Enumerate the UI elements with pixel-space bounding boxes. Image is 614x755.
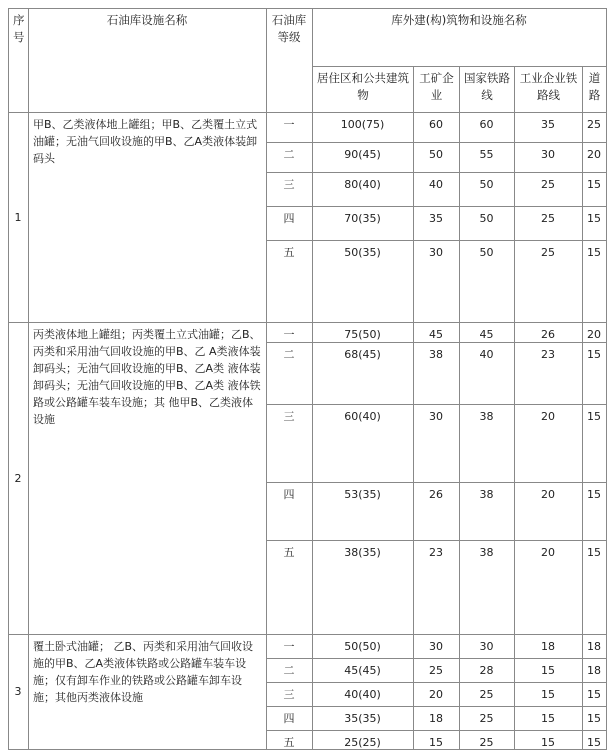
table-cell: 28 xyxy=(479,664,494,677)
table-cell: 20 xyxy=(541,488,555,501)
table-cell: 30 xyxy=(429,640,443,653)
table-cell: 25(25) xyxy=(344,736,381,749)
grid-line xyxy=(8,8,606,9)
group-seq: 1 xyxy=(14,210,22,224)
grade-label: 三 xyxy=(283,410,295,423)
table-cell: 40 xyxy=(479,348,494,361)
grade-label: 五 xyxy=(283,546,295,559)
grade-label: 四 xyxy=(283,488,295,501)
table-cell: 68(45) xyxy=(344,348,381,361)
table-cell: 25 xyxy=(541,212,555,225)
table-cell: 60 xyxy=(479,118,494,131)
grid-line xyxy=(8,112,606,113)
table-cell: 40 xyxy=(429,178,443,191)
grade-label: 四 xyxy=(283,712,295,725)
facility-header: 石油库设施名称 xyxy=(106,13,188,27)
table-cell: 50 xyxy=(479,178,494,191)
table-cell: 50(35) xyxy=(344,246,381,259)
group-seq: 3 xyxy=(14,685,22,698)
table-cell: 30 xyxy=(429,246,443,259)
table-cell: 15 xyxy=(587,688,601,701)
table-cell: 15 xyxy=(587,712,601,725)
grid-line xyxy=(266,682,606,683)
table-cell: 35(35) xyxy=(344,712,381,725)
column-header: 道路 xyxy=(588,71,601,102)
table-cell: 38 xyxy=(479,410,494,423)
table-cell: 20 xyxy=(587,148,601,161)
facility-description: 丙类液体地上罐组；丙类覆土立式油罐；乙B、丙类和采用油气回收设施的甲B、乙 A类液体装卸码头；无油气回收设施的甲B、乙A类 液体装卸码头；无油气回收设施的甲B、乙A类 液体铁路或公路罐车装车设施；其 他甲B、乙类液体设施 xyxy=(33,328,261,426)
table-cell: 15 xyxy=(587,488,601,501)
table-cell: 40(40) xyxy=(344,688,381,701)
grade-label: 三 xyxy=(283,178,295,191)
table-cell: 30 xyxy=(479,640,494,653)
table-cell: 23 xyxy=(429,546,443,559)
table-cell: 20 xyxy=(541,410,555,423)
grid-line xyxy=(266,172,606,173)
table-cell: 25 xyxy=(479,688,494,701)
table-cell: 20 xyxy=(587,328,601,341)
table-cell: 25 xyxy=(541,246,555,259)
table-cell: 15 xyxy=(587,410,601,423)
table-cell: 80(40) xyxy=(344,178,381,191)
table-cell: 25 xyxy=(541,178,555,191)
table-cell: 50 xyxy=(479,212,494,225)
column-header: 工业企业铁路线 xyxy=(519,71,578,102)
table-cell: 35 xyxy=(541,118,555,131)
grade-label: 二 xyxy=(283,664,295,677)
table-cell: 15 xyxy=(587,546,601,559)
grade-label: 五 xyxy=(283,246,295,259)
table-cell: 38 xyxy=(429,348,443,361)
grade-label: 一 xyxy=(283,118,295,131)
table-cell: 50 xyxy=(479,246,494,259)
table-cell: 45(45) xyxy=(344,664,381,677)
table-cell: 35 xyxy=(429,212,443,225)
grid-line xyxy=(28,8,29,750)
grid-line xyxy=(266,404,606,405)
table-cell: 90(45) xyxy=(344,148,381,161)
grade-label: 四 xyxy=(283,212,295,225)
table-cell: 15 xyxy=(587,736,601,749)
table-cell: 70(35) xyxy=(344,212,381,225)
grid-line xyxy=(8,634,606,635)
table-cell: 18 xyxy=(587,640,601,653)
grid-line xyxy=(266,658,606,659)
grade-label: 二 xyxy=(283,348,295,361)
grade-label: 一 xyxy=(283,640,295,653)
table-cell: 15 xyxy=(541,712,555,725)
table-cell: 18 xyxy=(429,712,443,725)
table-cell: 45 xyxy=(429,328,443,341)
table-cell: 15 xyxy=(541,688,555,701)
seq-header: 序号 xyxy=(13,13,25,44)
group-header: 库外建(构)筑物和设施名称 xyxy=(391,13,527,27)
table-cell: 25 xyxy=(587,118,601,131)
grid-line xyxy=(266,706,606,707)
grade-label: 五 xyxy=(283,736,295,749)
table-cell: 75(50) xyxy=(344,328,381,341)
grid-line xyxy=(266,240,606,241)
table-cell: 45 xyxy=(479,328,494,341)
table-cell: 30 xyxy=(541,148,555,161)
table-cell: 18 xyxy=(541,640,555,653)
table-cell: 55 xyxy=(479,148,494,161)
table-cell: 38 xyxy=(479,488,494,501)
table-cell: 25 xyxy=(429,664,443,677)
grade-label: 三 xyxy=(283,688,295,701)
table-cell: 38 xyxy=(479,546,494,559)
grid-line xyxy=(266,142,606,143)
table-cell: 20 xyxy=(429,688,443,701)
table-cell: 53(35) xyxy=(344,488,381,501)
grade-label: 一 xyxy=(283,328,295,341)
column-header: 国家铁路线 xyxy=(464,71,510,102)
grade-header: 石油库等级 xyxy=(271,13,307,44)
table-cell: 15 xyxy=(587,178,601,191)
table-cell: 25 xyxy=(479,712,494,725)
table-cell: 15 xyxy=(541,736,555,749)
table-cell: 30 xyxy=(429,410,443,423)
grid-line xyxy=(266,540,606,541)
table-cell: 50(50) xyxy=(344,640,381,653)
grid-line xyxy=(606,8,607,750)
table-cell: 38(35) xyxy=(344,546,381,559)
table-cell: 25 xyxy=(479,736,494,749)
table-cell: 23 xyxy=(541,348,555,361)
table-cell: 20 xyxy=(541,546,555,559)
table-cell: 26 xyxy=(541,328,555,341)
facility-description: 甲B、乙类液体地上罐组；甲B、乙类覆土立式油罐；无油气回收设施的甲B、乙A类液体装卸码头 xyxy=(33,118,258,165)
table-cell: 15 xyxy=(429,736,443,749)
table-cell: 100(75) xyxy=(340,118,385,131)
column-header: 居住区和公共建筑物 xyxy=(317,71,409,102)
column-header: 工矿企业 xyxy=(419,71,454,102)
grid-line xyxy=(266,730,606,731)
table-cell: 18 xyxy=(587,664,601,677)
table-cell: 60 xyxy=(429,118,443,131)
table-cell: 26 xyxy=(429,488,443,501)
table-cell: 60(40) xyxy=(344,410,381,423)
table-cell: 15 xyxy=(587,246,601,259)
table-cell: 15 xyxy=(541,664,555,677)
table-cell: 15 xyxy=(587,348,601,361)
grid-line xyxy=(266,482,606,483)
table-cell: 15 xyxy=(587,212,601,225)
facility-description: 覆土卧式油罐； 乙B、丙类和采用油气回收设施的甲B、乙A类液体铁路或公路罐车装车设施；仅有卸车作业的铁路或公路罐车卸车设施；其他丙类液体设施 xyxy=(33,640,254,704)
grid-line xyxy=(8,322,606,323)
group-seq: 2 xyxy=(14,471,22,485)
grade-label: 二 xyxy=(283,148,295,161)
table-cell: 50 xyxy=(429,148,443,161)
grid-line xyxy=(266,206,606,207)
